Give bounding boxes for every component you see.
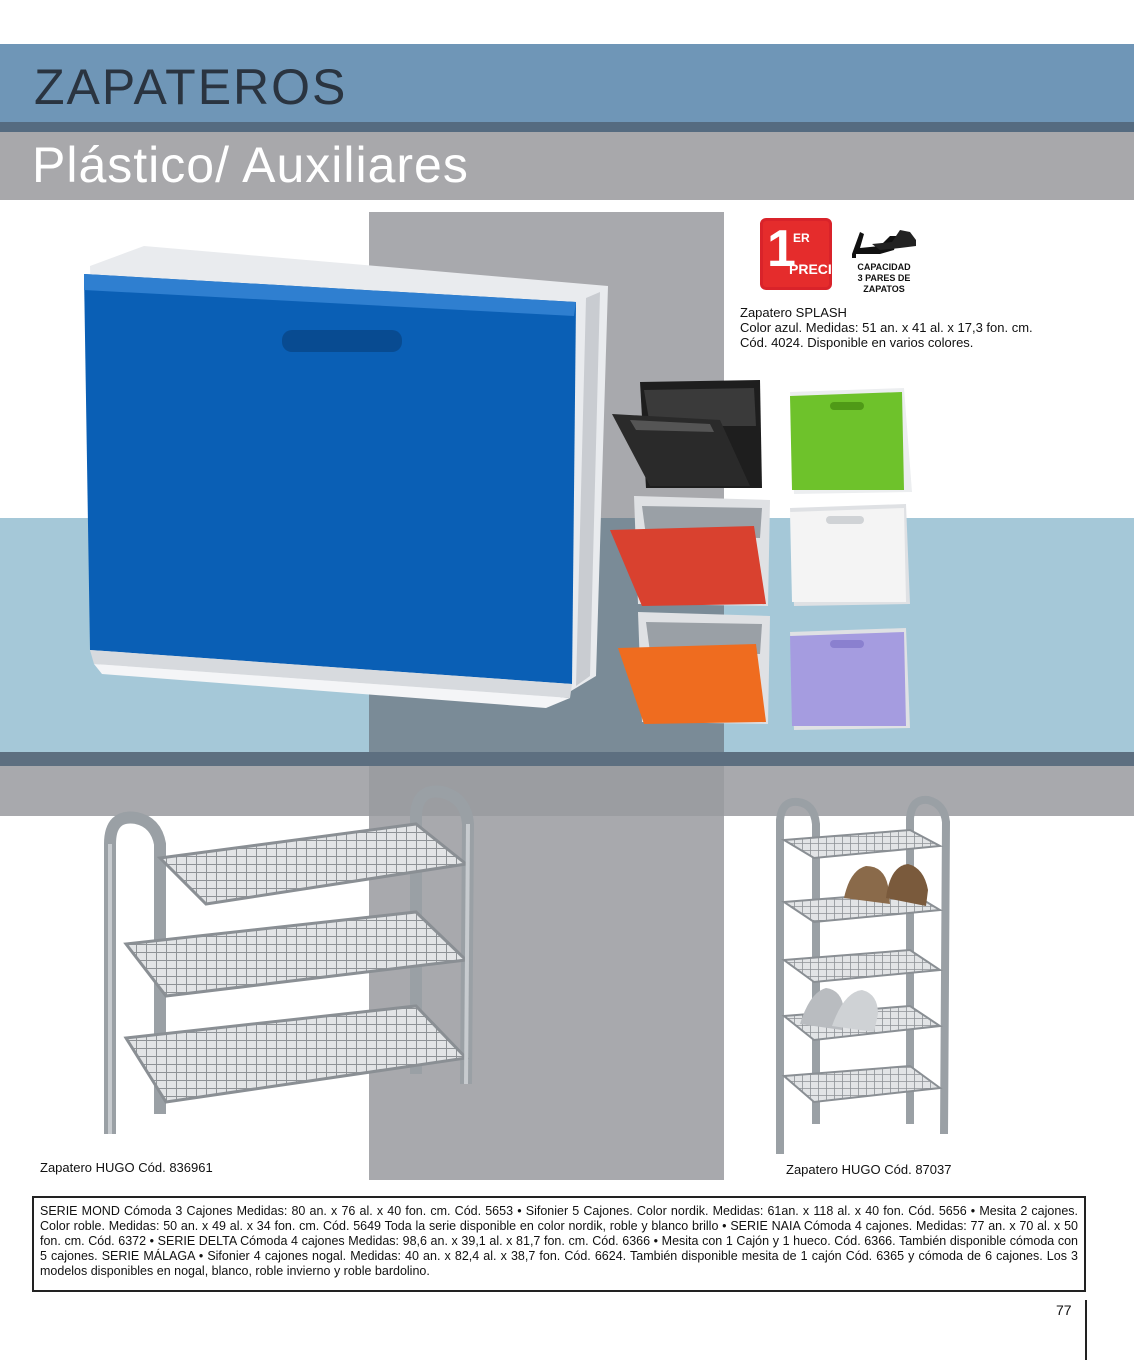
- series-info-text: SERIE MOND Cómoda 3 Cajones Medidas: 80 an. x 76 al. x 40 fon. cm. Cód. 5653 • Sifonier 5 Cajones. Color nordik. Medidas: 61an. x 118 al. x 40 fon. Cód. 5656 • Mesita 2 cajones. Color roble. Medidas: 50 an. x 49 al. x 34 fon. cm. Cód. 5649 Toda la serie disponible en color nordik, roble y blanco brillo • SERIE NAIA Cómoda 4 cajones. Medidas: 77 an. x 70 al. x 50 fon. cm. Cód. 6372 • SERIE DELTA Cómoda 4 cajones Medidas: 98,6 an. x 39,1 al. x 81,7 fon. cm. Cód. 6366 • Mesita con 1 Cajón y 1 hueco. Cód. 6366. También disponible cómoda con 5 cajones. SERIE MÁLAGA • Sifonier 4 cajones nogal. Medidas: 40 an. x 82,4 al. x 38,7 fon. Cód. 6624. También disponible mesita de 1 cajón Cód. 6365 y cómoda de 6 cajones. Los 3 modelos disponibles en nogal, blanco, roble invierno y roble bardolino.: [40, 1204, 1078, 1278]
- hugo-tall-caption: Zapatero HUGO Cód. 87037: [786, 1162, 952, 1177]
- badge-superscript: ER: [793, 231, 810, 245]
- variant-black-image: [610, 376, 770, 494]
- splash-main-image: [76, 246, 608, 708]
- splash-name: Zapatero SPLASH: [740, 305, 847, 320]
- hugo-tall-rack-image: [770, 794, 952, 1160]
- capacity-line-3: ZAPATOS: [863, 284, 905, 294]
- variant-green-image: [786, 386, 914, 496]
- splash-code: Cód. 4024. Disponible en varios colores.: [740, 335, 974, 350]
- variant-lilac-image: [786, 626, 914, 732]
- capacity-line-1: CAPACIDAD: [857, 262, 911, 272]
- shoes-icon: [850, 224, 918, 258]
- capacity-line-2: 3 PARES DE: [857, 273, 911, 283]
- page-subtitle: Plástico/ Auxiliares: [32, 137, 469, 193]
- series-info-box: [32, 1196, 1086, 1292]
- variant-red-image: [608, 492, 774, 612]
- page-number: 77: [1056, 1302, 1072, 1318]
- splash-specs: Color azul. Medidas: 51 an. x 41 al. x 17,3 fon. cm.: [740, 320, 1033, 335]
- hugo-small-rack-image: [96, 784, 486, 1140]
- badge-number: 1: [767, 220, 796, 278]
- title-divider: [0, 122, 1134, 132]
- variant-orange-image: [614, 608, 774, 728]
- badge-word: PRECIO: [789, 261, 843, 277]
- splash-caption: [740, 305, 1120, 350]
- page-title: ZAPATEROS: [34, 59, 348, 115]
- first-price-badge: [760, 218, 843, 290]
- page-number-rule: [1085, 1300, 1087, 1360]
- variant-white-image: [786, 502, 914, 608]
- capacity-label: [843, 262, 925, 295]
- background-dark-strip: [0, 752, 1134, 766]
- hugo-small-caption: Zapatero HUGO Cód. 836961: [40, 1160, 213, 1175]
